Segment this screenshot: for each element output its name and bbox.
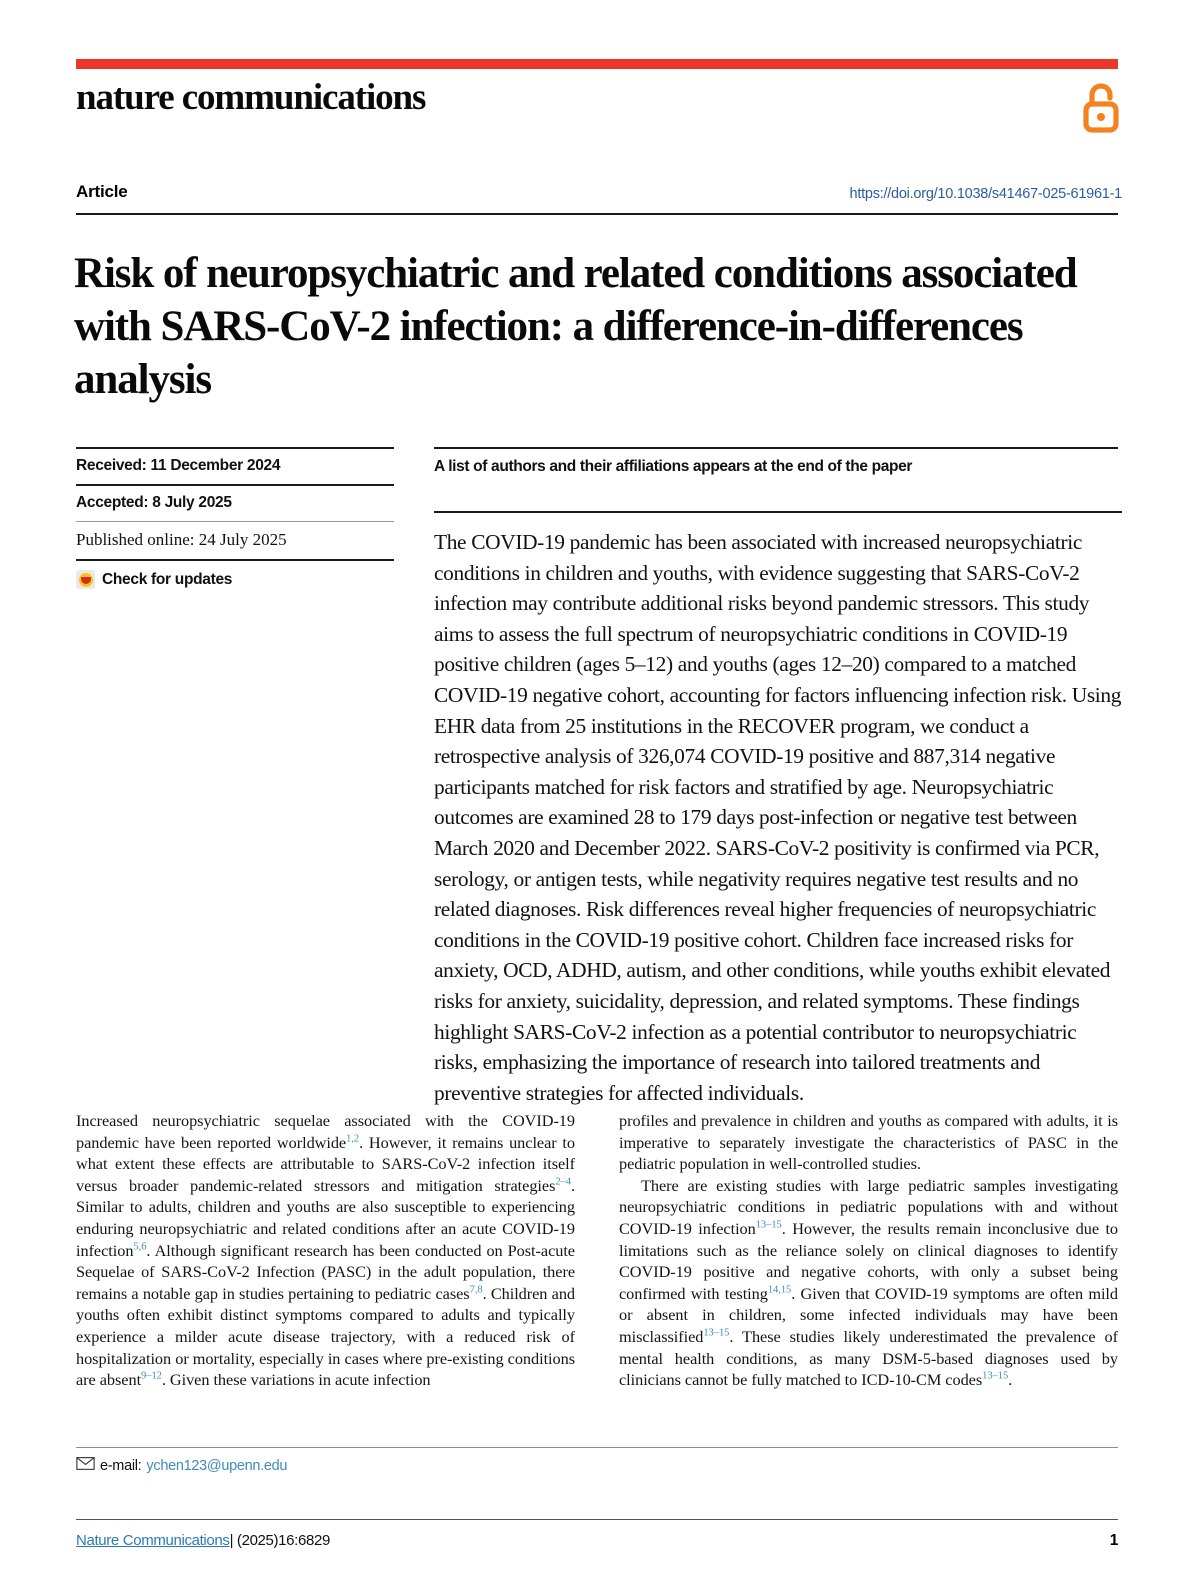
citation-ref[interactable]: 1,2 xyxy=(346,1133,360,1145)
citation-ref[interactable]: 13–15 xyxy=(703,1327,730,1339)
check-for-updates-button[interactable] xyxy=(76,559,394,598)
paragraph xyxy=(619,1175,1118,1391)
text-segment: . However, it remains unclear to what extent these effects are attributable to SARS-CoV-2 infection itself versus broader pandemic-related stressors and mitigation strategies xyxy=(76,1132,575,1195)
authors-affiliations-note: A list of authors and their affiliations appears at the end of the paper xyxy=(434,447,1118,476)
citation-ref[interactable]: 2–4 xyxy=(555,1176,571,1188)
text-segment: . Given that COVID-19 symptoms are often mild or absent in children, some infected individuals may have been misclassified xyxy=(619,1283,1118,1346)
journal-logo: nature communications xyxy=(76,77,426,118)
citation-ref[interactable]: 9–12 xyxy=(141,1370,162,1382)
page-title: Risk of neuropsychiatric and related conditions associated with SARS-CoV-2 infection: a difference-in-differences analysis xyxy=(74,249,1077,403)
page-number: 1 xyxy=(1109,1532,1118,1549)
doi-link[interactable]: https://doi.org/10.1038/s41467-025-61961-1 xyxy=(849,186,1122,202)
citation-ref[interactable]: 14,15 xyxy=(767,1284,792,1296)
open-access-lock-icon xyxy=(1080,82,1122,134)
email-label: e-mail: xyxy=(100,1457,142,1474)
crossmark-icon xyxy=(76,570,95,589)
text-segment: . Although significant research has been conducted on Post-acute Sequelae of SARS-CoV-2 Infection (PASC) in the adult population, there remains a notable gap in studies pertaining to pediatric cases xyxy=(76,1240,575,1303)
published-date: Published online: 24 July 2025 xyxy=(76,521,394,559)
publication-metadata xyxy=(76,447,394,598)
title-divider xyxy=(76,213,1118,215)
paragraph: profiles and prevalence in children and youths as compared with adults, it is imperative to separately investigate the characteristics of PASC in the pediatric population in well-controlled studies. xyxy=(619,1111,1118,1174)
text-segment: There are existing studies with large pediatric samples investigating neuropsychiatric conditions in pediatric populations with and without COVID-19 infection xyxy=(619,1175,1118,1238)
footer-citation-group xyxy=(76,1532,330,1549)
text-segment: . Children and youths often exhibit distinct symptoms compared to adults and typically experience a milder acute disease trajectory, with a reduced risk of hospitalization or mortality, especially in cases where pre-existing conditions are absent xyxy=(76,1283,575,1390)
email-link[interactable]: ychen123@upenn.edu xyxy=(146,1457,288,1474)
page-footer xyxy=(76,1519,1118,1550)
citation-ref[interactable]: 5,6 xyxy=(133,1241,147,1253)
correspondence-block xyxy=(76,1447,1118,1474)
citation-ref[interactable]: 7,8 xyxy=(469,1284,483,1296)
text-segment: . Given these variations in acute infection xyxy=(161,1370,431,1390)
text-segment: . xyxy=(1008,1370,1013,1390)
text-segment: . Similar to adults, children and youths are also susceptible to experiencing enduring neuropsychiatric and related conditions after an acute COVID-19 infection xyxy=(76,1175,575,1260)
text-segment: . However, the results remain inconclusive due to limitations such as the reliance solely on clinical diagnoses to identify COVID-19 positive and negative cohorts, with only a subset being confirmed with testing xyxy=(619,1218,1119,1303)
accepted-date: Accepted: 8 July 2025 xyxy=(76,484,394,521)
envelope-icon xyxy=(76,1457,95,1474)
footer-citation: | (2025)16:6829 xyxy=(229,1532,330,1549)
received-date: Received: 11 December 2024 xyxy=(76,447,394,484)
text-segment: . These studies likely underestimated the prevalence of mental health conditions, as many DSM-5-based diagnoses used by clinicians cannot be fully matched to ICD-10-CM codes xyxy=(619,1326,1118,1390)
citation-ref[interactable]: 13–15 xyxy=(982,1370,1009,1382)
body-columns xyxy=(76,1110,1118,1391)
check-for-updates-label: Check for updates xyxy=(102,570,233,588)
citation-ref[interactable]: 13–15 xyxy=(755,1219,782,1231)
footer-journal-link[interactable]: Nature Communications xyxy=(76,1532,230,1549)
abstract-text: The COVID-19 pandemic has been associated with increased neuropsychiatric conditions in children and youths, with evidence suggesting that SARS-CoV-2 infection may contribute additional risks beyond pandemic stressors. This study aims to assess the full spectrum of neuropsychiatric conditions in COVID-19 positive children (ages 5–12) and youths (ages 12–20) compared to a matched COVID-19 negative cohort, accounting for factors influencing infection risk. Using EHR data from 25 institutions in the RECOVER program, we conduct a retrospective analysis of 326,074 COVID-19 positive and 887,314 negative participants matched for risk factors and stratified by age. Neuropsychiatric outcomes are examined 28 to 179 days post-infection or negative test between March 2020 and December 2022. SARS-CoV-2 positivity is confirmed via PCR, serology, or antigen tests, while negativity requires negative test results and no related diagnoses. Risk differences reveal higher frequencies of neuropsychiatric conditions in the COVID-19 positive cohort. Children face increased risks for anxiety, OCD, ADHD, autism, and other conditions, while youths exhibit elevated risks for anxiety, suicidality, depression, and related symptoms. These findings highlight SARS-CoV-2 infection as a potential contributor to neuropsychiatric risks, emphasizing the importance of research into tailored treatments and preventive strategies for affected individuals. xyxy=(434,511,1122,1108)
paragraph xyxy=(76,1110,575,1391)
text-segment: Increased neuropsychiatric sequelae associated with the COVID-19 pandemic have been reported worldwide xyxy=(76,1111,575,1152)
journal-accent-bar xyxy=(76,59,1118,69)
article-type-label: Article xyxy=(76,182,128,201)
body-column-left xyxy=(76,1110,575,1391)
body-column-right xyxy=(619,1110,1118,1391)
